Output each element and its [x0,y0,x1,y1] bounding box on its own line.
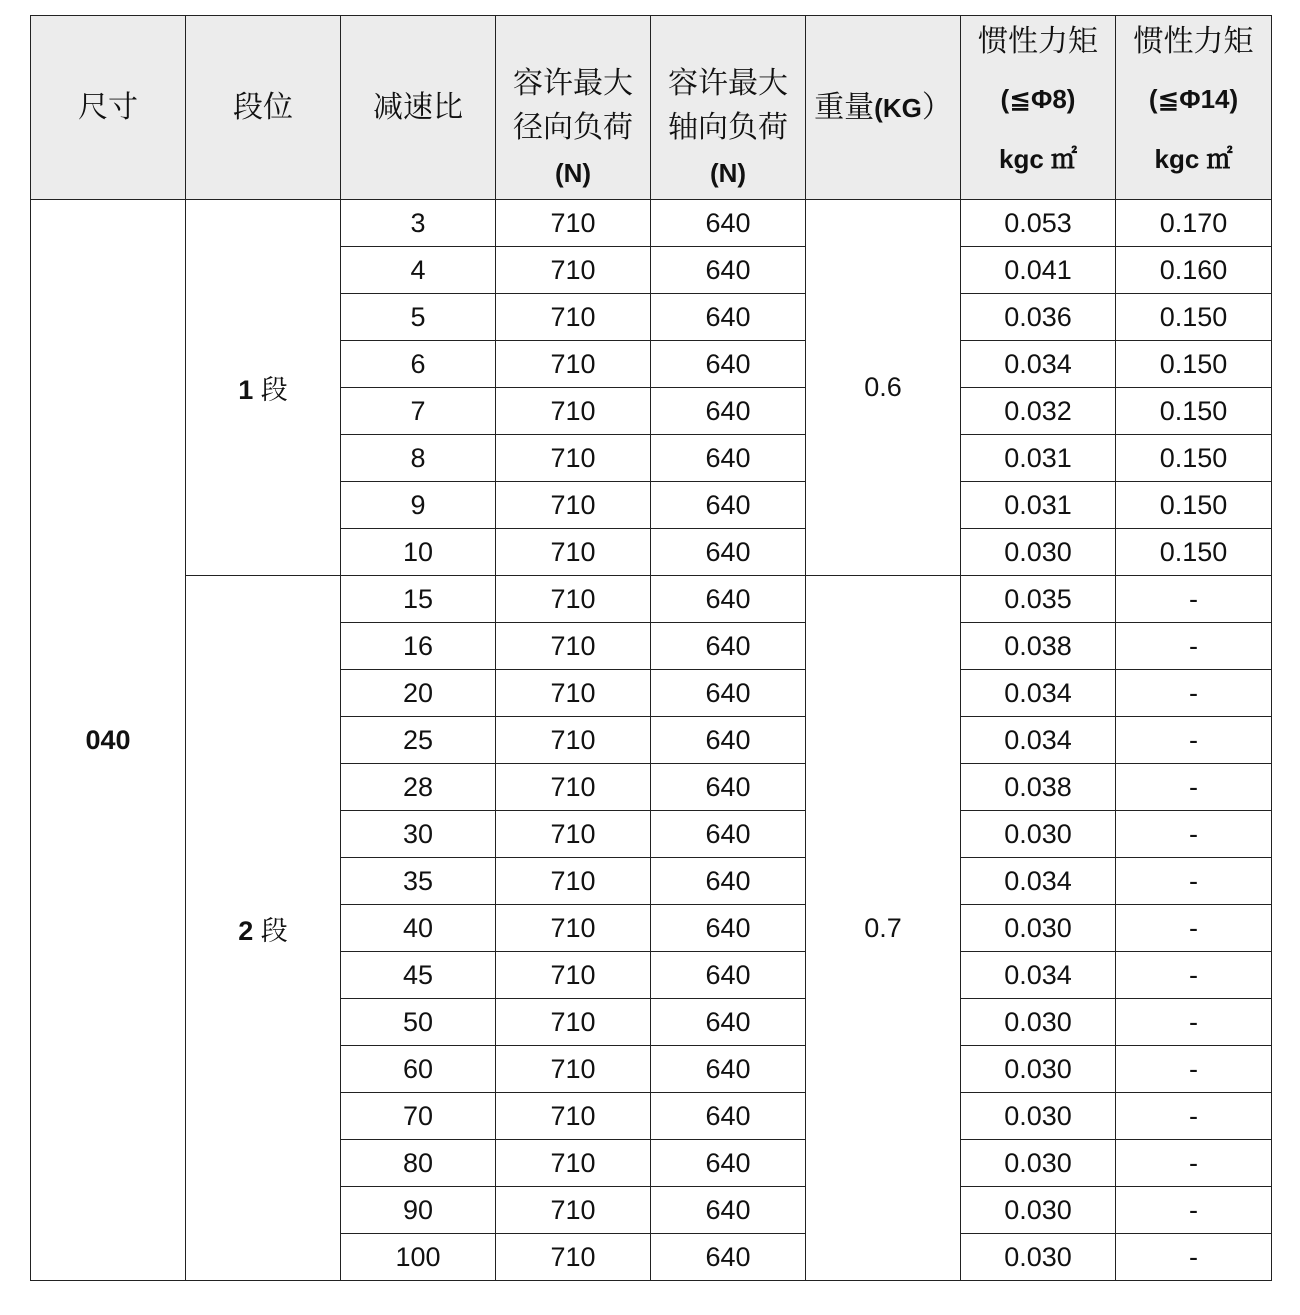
ratio-cell: 10 [341,529,496,576]
inertia-phi14-cell: - [1116,811,1272,858]
inertia-phi8-cell: 0.041 [961,247,1116,294]
ratio-cell: 9 [341,482,496,529]
header-weight-unit: (KG [874,92,922,123]
axial-load-cell: 640 [651,905,806,952]
inertia-phi8-cell: 0.030 [961,1234,1116,1281]
inertia-phi8-cell: 0.030 [961,1093,1116,1140]
inertia-phi14-cell: 0.170 [1116,200,1272,247]
axial-load-cell: 640 [651,717,806,764]
header-weight-paren: ） [921,90,952,124]
inertia-phi8-cell: 0.034 [961,717,1116,764]
axial-load-cell: 640 [651,200,806,247]
table-header [31,16,1272,200]
inertia-phi8-cell: 0.034 [961,858,1116,905]
inertia-phi14-cell: 0.160 [1116,247,1272,294]
header-inertia-phi8 [961,16,1116,200]
inertia-phi14-cell: - [1116,1093,1272,1140]
axial-load-cell: 640 [651,482,806,529]
weight-cell: 0.7 [806,576,961,1281]
stage-suffix: 段 [253,915,288,946]
axial-load-cell: 640 [651,435,806,482]
radial-load-cell: 710 [496,858,651,905]
header-inertia8-unit: kgc ㎡ [998,144,1078,174]
axial-load-cell: 640 [651,529,806,576]
inertia-phi14-cell: 0.150 [1116,482,1272,529]
ratio-cell: 6 [341,341,496,388]
size-value: 040 [31,200,186,1281]
axial-load-cell: 640 [651,670,806,717]
header-inertia14-condition: (≦Φ14) [1148,84,1239,114]
header-radial-line2: 径向负荷 [513,111,633,144]
stage-suffix: 段 [253,375,288,405]
header-radial-line1: 容许最大 [513,67,633,100]
radial-load-cell: 710 [496,482,651,529]
spec-table [30,15,1272,1281]
inertia-phi8-cell: 0.030 [961,811,1116,858]
header-axial-line1: 容许最大 [668,67,788,100]
header-axial-load [651,16,806,200]
stage-label [186,200,341,576]
header-axial-unit: (N) [709,158,747,188]
inertia-phi14-cell: - [1116,1140,1272,1187]
radial-load-cell: 710 [496,905,651,952]
radial-load-cell: 710 [496,388,651,435]
inertia-phi14-cell: - [1116,905,1272,952]
axial-load-cell: 640 [651,1140,806,1187]
header-stage: 段位 [186,16,341,200]
axial-load-cell: 640 [651,1046,806,1093]
inertia-phi14-cell: 0.150 [1116,529,1272,576]
inertia-phi14-cell: - [1116,670,1272,717]
inertia-phi8-cell: 0.034 [961,341,1116,388]
axial-load-cell: 640 [651,1234,806,1281]
inertia-phi14-cell: - [1116,764,1272,811]
ratio-cell: 4 [341,247,496,294]
ratio-cell: 7 [341,388,496,435]
axial-load-cell: 640 [651,1187,806,1234]
radial-load-cell: 710 [496,670,651,717]
radial-load-cell: 710 [496,200,651,247]
axial-load-cell: 640 [651,999,806,1046]
inertia-phi8-cell: 0.031 [961,435,1116,482]
radial-load-cell: 710 [496,576,651,623]
ratio-cell: 90 [341,1187,496,1234]
radial-load-cell: 710 [496,341,651,388]
axial-load-cell: 640 [651,1093,806,1140]
inertia-phi8-cell: 0.030 [961,905,1116,952]
inertia-phi8-cell: 0.036 [961,294,1116,341]
ratio-cell: 8 [341,435,496,482]
inertia-phi8-cell: 0.035 [961,576,1116,623]
ratio-cell: 3 [341,200,496,247]
inertia-phi8-cell: 0.038 [961,623,1116,670]
table-body [31,200,1272,1281]
ratio-cell: 45 [341,952,496,999]
axial-load-cell: 640 [651,811,806,858]
inertia-phi14-cell: 0.150 [1116,294,1272,341]
inertia-phi8-cell: 0.038 [961,764,1116,811]
axial-load-cell: 640 [651,247,806,294]
axial-load-cell: 640 [651,764,806,811]
weight-cell: 0.6 [806,200,961,576]
ratio-cell: 16 [341,623,496,670]
ratio-cell: 80 [341,1140,496,1187]
ratio-cell: 25 [341,717,496,764]
radial-load-cell: 710 [496,999,651,1046]
inertia-phi14-cell: - [1116,623,1272,670]
radial-load-cell: 710 [496,1140,651,1187]
axial-load-cell: 640 [651,623,806,670]
ratio-cell: 28 [341,764,496,811]
axial-load-cell: 640 [651,294,806,341]
ratio-cell: 70 [341,1093,496,1140]
ratio-cell: 35 [341,858,496,905]
radial-load-cell: 710 [496,294,651,341]
ratio-cell: 100 [341,1234,496,1281]
inertia-phi14-cell: 0.150 [1116,435,1272,482]
inertia-phi14-cell: - [1116,1234,1272,1281]
inertia-phi8-cell: 0.030 [961,999,1116,1046]
axial-load-cell: 640 [651,341,806,388]
ratio-cell: 40 [341,905,496,952]
axial-load-cell: 640 [651,576,806,623]
header-inertia-phi14 [1116,16,1272,200]
radial-load-cell: 710 [496,952,651,999]
radial-load-cell: 710 [496,811,651,858]
inertia-phi8-cell: 0.030 [961,1140,1116,1187]
inertia-phi8-cell: 0.032 [961,388,1116,435]
radial-load-cell: 710 [496,1046,651,1093]
inertia-phi8-cell: 0.030 [961,1187,1116,1234]
radial-load-cell: 710 [496,1234,651,1281]
radial-load-cell: 710 [496,1187,651,1234]
inertia-phi8-cell: 0.034 [961,670,1116,717]
header-inertia14-unit: kgc ㎡ [1154,144,1233,174]
inertia-phi14-cell: - [1116,858,1272,905]
axial-load-cell: 640 [651,388,806,435]
stage-label [186,576,341,1281]
inertia-phi14-cell: - [1116,576,1272,623]
header-ratio: 减速比 [341,16,496,200]
inertia-phi14-cell: 0.150 [1116,388,1272,435]
ratio-cell: 50 [341,999,496,1046]
header-weight [806,16,961,200]
radial-load-cell: 710 [496,623,651,670]
table-row [31,200,1272,247]
inertia-phi8-cell: 0.030 [961,1046,1116,1093]
ratio-cell: 20 [341,670,496,717]
header-inertia8-condition: (≦Φ8) [1000,84,1076,114]
inertia-phi14-cell: 0.150 [1116,341,1272,388]
ratio-cell: 5 [341,294,496,341]
header-row [31,16,1272,200]
header-radial-unit: (N) [554,158,592,188]
ratio-cell: 15 [341,576,496,623]
header-inertia8-title: 惯性力矩 [978,25,1098,58]
inertia-phi8-cell: 0.031 [961,482,1116,529]
radial-load-cell: 710 [496,717,651,764]
inertia-phi14-cell: - [1116,717,1272,764]
stage-number: 2 [238,915,254,946]
header-inertia14-title: 惯性力矩 [1133,25,1254,58]
inertia-phi14-cell: - [1116,1046,1272,1093]
stage-number: 1 [238,375,254,405]
inertia-phi8-cell: 0.034 [961,952,1116,999]
header-radial-load [496,16,651,200]
axial-load-cell: 640 [651,952,806,999]
header-size: 尺寸 [31,16,186,200]
radial-load-cell: 710 [496,529,651,576]
inertia-phi14-cell: - [1116,1187,1272,1234]
inertia-phi8-cell: 0.053 [961,200,1116,247]
radial-load-cell: 710 [496,247,651,294]
inertia-phi8-cell: 0.030 [961,529,1116,576]
radial-load-cell: 710 [496,435,651,482]
ratio-cell: 30 [341,811,496,858]
header-axial-line2: 轴向负荷 [668,111,788,144]
header-weight-text: 重量 [814,90,875,124]
inertia-phi14-cell: - [1116,952,1272,999]
axial-load-cell: 640 [651,858,806,905]
ratio-cell: 60 [341,1046,496,1093]
inertia-phi14-cell: - [1116,999,1272,1046]
table-row [31,576,1272,623]
radial-load-cell: 710 [496,764,651,811]
radial-load-cell: 710 [496,1093,651,1140]
